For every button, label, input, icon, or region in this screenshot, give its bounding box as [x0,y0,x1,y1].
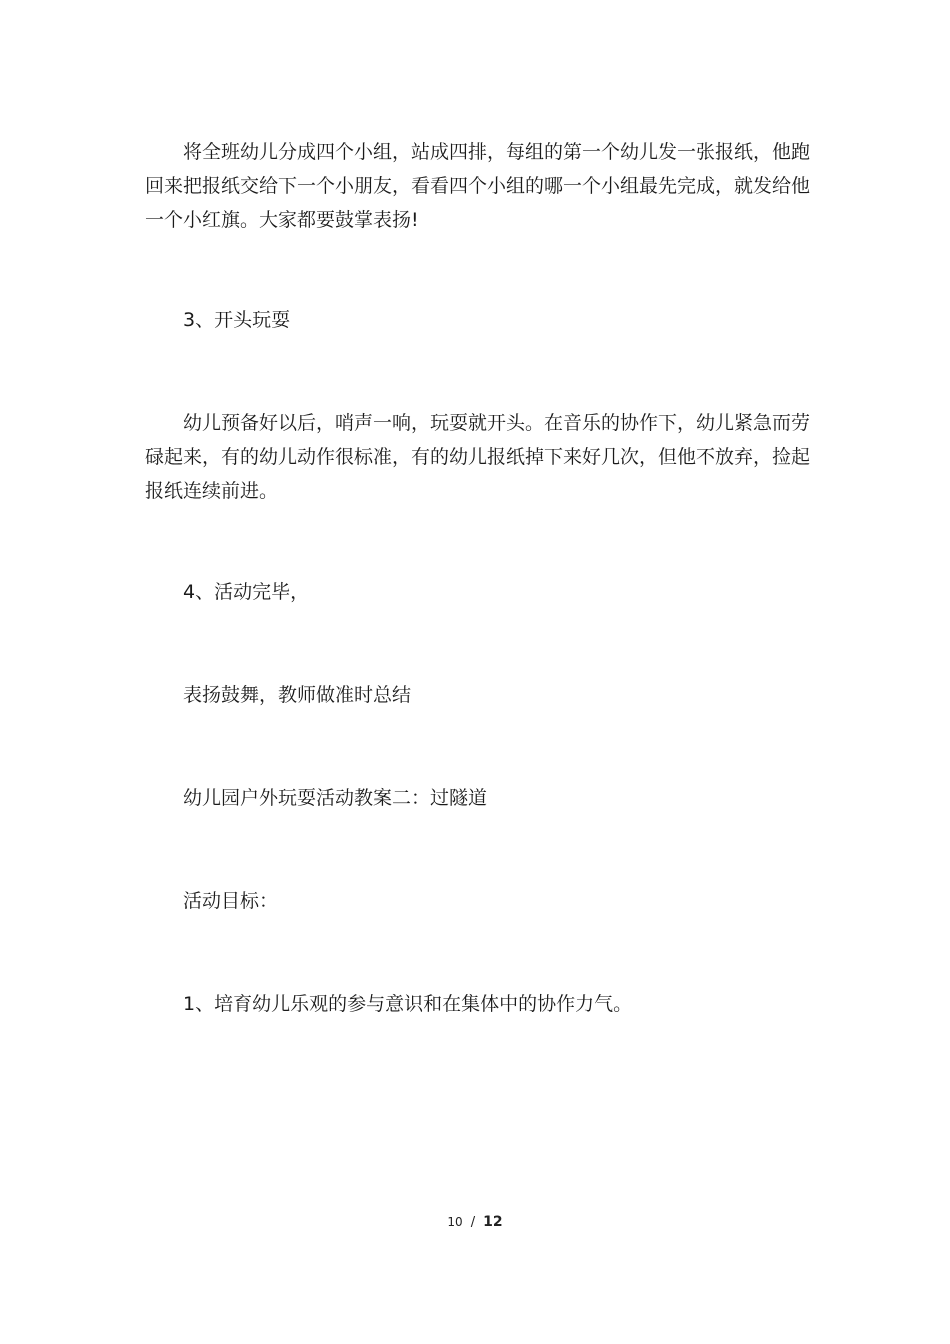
paragraph-summary: 表扬鼓舞，教师做准时总结 [183,684,412,706]
goal-item-1: 1、培育幼儿乐观的参与意识和在集体中的协作力气。 [183,993,633,1015]
paragraph-line: 回来把报纸交给下一个小朋友，看看四个小组的哪一个小组最先完成，就发给他 [145,175,811,197]
section-heading-start-game: 3、开头玩耍 [183,309,291,331]
paragraph-line: 报纸连续前进。 [145,480,279,502]
paragraph-line: 一个小红旗。大家都要鼓掌表扬! [145,209,419,231]
lesson-plan-title: 幼儿园户外玩耍活动教案二：过隧道 [183,787,488,809]
paragraph-line: 碌起来，有的幼儿动作很标准，有的幼儿报纸掉下来好几次，但他不放弃，捡起 [145,446,811,468]
total-page-count: 12 [483,1214,503,1230]
paragraph-line: 幼儿预备好以后，哨声一响，玩耍就开头。在音乐的协作下，幼儿紧急而劳 [183,412,811,434]
paragraph-line: 将全班幼儿分成四个小组，站成四排，每组的第一个幼儿发一张报纸，他跑 [183,141,811,163]
paragraph-game-start [145,406,825,508]
current-page-number: 10 [447,1215,463,1229]
page-separator: / [470,1215,476,1230]
section-heading-activity-end: 4、活动完毕， [183,581,310,603]
activity-goals-heading: 活动目标： [183,890,279,912]
page-number-footer [0,1212,950,1233]
paragraph-team-relay [145,135,825,237]
